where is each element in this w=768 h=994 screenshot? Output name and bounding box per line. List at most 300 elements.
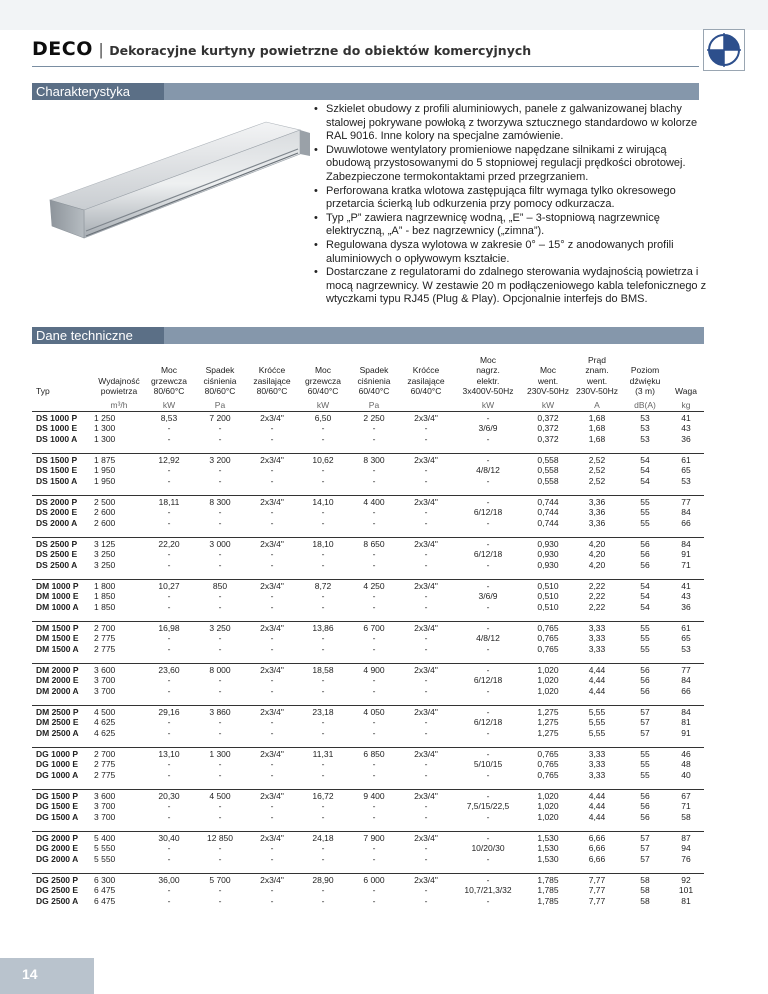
table-cell: 6/12/18: [473, 507, 503, 518]
table-cell: 3 250: [94, 549, 116, 560]
table-cell: 61: [668, 621, 704, 633]
table-cell: -: [167, 643, 171, 654]
table-cell: 10,62: [298, 453, 348, 465]
table-cell: -: [218, 759, 222, 770]
table-cell: 4,20: [588, 549, 606, 560]
model-name-cell: DM 2000 P: [32, 663, 94, 675]
table-cell: -: [167, 633, 171, 644]
table-cell: -: [424, 811, 428, 822]
table-cell: -: [486, 517, 490, 528]
table-cell: 12,92: [144, 453, 194, 465]
table-cell: -: [424, 717, 428, 728]
unit-cell: A: [594, 400, 600, 411]
table-cell: 23,60: [144, 663, 194, 675]
unit-cell: [32, 398, 94, 411]
table-cell: -: [486, 811, 490, 822]
table-cell: 1,785: [524, 873, 572, 885]
table-cell: 0,765: [537, 643, 559, 654]
table-cell: 11,31: [298, 747, 348, 759]
table-cell: -: [486, 559, 490, 570]
table-cell: 7 900: [348, 831, 400, 843]
table-cell: -: [372, 465, 376, 476]
table-row: [32, 549, 704, 560]
table-cell: 71: [681, 559, 691, 570]
table-row: [32, 434, 704, 445]
model-group: [32, 621, 704, 663]
table-cell: 55: [622, 747, 668, 759]
table-cell: -: [321, 433, 325, 444]
table-cell: 3 700: [94, 801, 116, 812]
model-name-cell: DM 1000 P: [32, 579, 94, 591]
table-cell: -: [321, 685, 325, 696]
table-cell: 4,20: [588, 559, 606, 570]
table-cell: 2,22: [588, 601, 606, 612]
spacer-cell: [32, 570, 704, 579]
table-row: [32, 770, 704, 781]
page-number-tab: [0, 958, 94, 994]
model-name-cell: DM 2500 A: [36, 727, 79, 738]
spacer-cell: [32, 696, 704, 705]
table-cell: 2,52: [588, 465, 606, 476]
table-row: [32, 812, 704, 823]
table-cell: -: [167, 843, 171, 854]
header-rule: [32, 66, 699, 67]
table-cell: -: [424, 633, 428, 644]
table-cell: 3,36: [588, 517, 606, 528]
table-cell: 20,30: [144, 789, 194, 801]
model-name-cell: DS 1500 P: [32, 453, 94, 465]
table-cell: 5/10/15: [473, 759, 503, 770]
table-cell: 2x3/4": [400, 453, 452, 465]
table-row: [32, 453, 704, 465]
table-cell: 2x3/4": [246, 705, 298, 717]
table-cell: 6,50: [298, 411, 348, 423]
table-cell: -: [424, 685, 428, 696]
table-cell: -: [372, 559, 376, 570]
spacer-cell: [32, 612, 704, 621]
table-cell: -: [270, 843, 274, 854]
table-row: [32, 633, 704, 644]
table-cell: -: [424, 517, 428, 528]
table-cell: 10,7/21,3/32: [464, 885, 512, 896]
table-cell: -: [321, 769, 325, 780]
table-row: [32, 675, 704, 686]
table-cell: 6,66: [588, 853, 606, 864]
table-cell: 1,530: [537, 843, 559, 854]
table-cell: 1,275: [537, 727, 559, 738]
table-cell: -: [270, 433, 274, 444]
list-item: • Szkielet obudowy z profili aluminiowych, panele z galwanizowanej blachy stalowej pokrywane powłoką z tworzywa sztucznego standardowo w kolorze RAL 9016. Inne kolory na specjalne zamówienie.: [312, 103, 712, 144]
table-cell: -: [218, 895, 222, 906]
table-cell: 4 050: [348, 705, 400, 717]
table-cell: 3 200: [194, 453, 246, 465]
table-cell: 3/6/9: [478, 591, 498, 602]
column-header: Prąd znam. went. 230V-50Hz: [575, 355, 619, 396]
table-cell: 43: [681, 591, 691, 602]
model-name-cell: DG 1000 P: [32, 747, 94, 759]
model-name-cell: DG 2500 E: [36, 885, 79, 896]
table-cell: -: [270, 717, 274, 728]
table-cell: -: [452, 453, 524, 465]
table-cell: 56: [640, 685, 650, 696]
table-cell: 56: [640, 559, 650, 570]
table-cell: 0,744: [524, 495, 572, 507]
table-cell: 8,53: [144, 411, 194, 423]
table-cell: -: [372, 549, 376, 560]
spacer-cell: [32, 738, 704, 747]
table-cell: 81: [681, 717, 691, 728]
table-cell: -: [218, 801, 222, 812]
section-title-characteristics: Charakterystyka: [32, 83, 164, 100]
table-cell: -: [218, 843, 222, 854]
table-cell: 0,930: [524, 537, 572, 549]
table-cell: 8,72: [298, 579, 348, 591]
table-cell: -: [452, 705, 524, 717]
model-name-cell: DG 2000 A: [36, 853, 79, 864]
table-cell: 5 550: [94, 853, 116, 864]
table-cell: 2x3/4": [400, 411, 452, 423]
table-cell: 66: [681, 517, 691, 528]
table-cell: -: [321, 801, 325, 812]
table-cell: 3 600: [94, 663, 144, 675]
table-cell: 0,510: [524, 579, 572, 591]
column-header: Moc grzewcza 60/40°C: [305, 365, 341, 396]
table-cell: 4,44: [588, 675, 606, 686]
table-row: [32, 591, 704, 602]
table-cell: 2x3/4": [246, 831, 298, 843]
table-cell: 4 900: [348, 663, 400, 675]
model-name-cell: DS 2500 P: [32, 537, 94, 549]
table-cell: 9 400: [348, 789, 400, 801]
table-cell: 4 625: [94, 727, 116, 738]
table-cell: 0,510: [537, 591, 559, 602]
table-cell: 1 300: [194, 747, 246, 759]
table-cell: -: [372, 727, 376, 738]
spacer-cell: [32, 486, 704, 495]
spacer-cell: [32, 864, 704, 873]
table-cell: -: [486, 643, 490, 654]
table-cell: 2x3/4": [400, 537, 452, 549]
table-cell: -: [270, 759, 274, 770]
table-cell: 4,44: [572, 789, 622, 801]
table-cell: 2 500: [94, 495, 144, 507]
table-cell: -: [270, 811, 274, 822]
table-cell: -: [167, 853, 171, 864]
table-cell: 36,00: [144, 873, 194, 885]
table-cell: 3,33: [588, 759, 606, 770]
table-cell: 6/12/18: [473, 549, 503, 560]
table-cell: 4 625: [94, 717, 116, 728]
table-cell: 71: [681, 801, 691, 812]
table-cell: 4,20: [572, 537, 622, 549]
section-bar-technical: [32, 327, 704, 344]
table-cell: -: [424, 549, 428, 560]
table-row: [32, 644, 704, 655]
table-cell: -: [486, 475, 490, 486]
group-spacer: [32, 486, 704, 495]
table-cell: 77: [668, 663, 704, 675]
table-cell: 66: [681, 685, 691, 696]
column-header: Spadek ciśnienia 80/60°C: [203, 365, 237, 396]
table-cell: 14,10: [298, 495, 348, 507]
table-row: [32, 602, 704, 613]
table-cell: 2x3/4": [246, 579, 298, 591]
model-group: [32, 411, 704, 453]
table-cell: -: [424, 853, 428, 864]
table-row: [32, 579, 704, 591]
table-cell: -: [218, 885, 222, 896]
table-cell: 56: [640, 549, 650, 560]
table-cell: 57: [640, 853, 650, 864]
table-cell: -: [270, 633, 274, 644]
page-header: [32, 38, 531, 64]
table-cell: -: [486, 685, 490, 696]
table-cell: 1,020: [537, 811, 559, 822]
table-cell: -: [218, 601, 222, 612]
table-cell: 1 800: [94, 579, 144, 591]
table-cell: 0,372: [524, 411, 572, 423]
table-cell: -: [218, 685, 222, 696]
table-cell: 8 300: [194, 495, 246, 507]
table-cell: 2x3/4": [400, 663, 452, 675]
table-row: [32, 705, 704, 717]
list-item: • Dostarczane z regulatorami do zdalnego sterowania wydajnością powietrza i mocą nagrzewnicy. W zestawie 20 m podłączeniowego kabla telefonicznego z wtyczkami typu RJ45 (Plug & Play). Opcjonalnie interfejs do BMS.: [312, 266, 712, 307]
table-cell: -: [424, 591, 428, 602]
table-cell: -: [218, 475, 222, 486]
table-cell: -: [424, 465, 428, 476]
table-cell: 56: [622, 789, 668, 801]
table-cell: 6 300: [94, 873, 144, 885]
page-subtitle: Dekoracyjne kurtyny powietrzne do obiektów komercyjnych: [109, 43, 532, 58]
table-cell: 2x3/4": [400, 621, 452, 633]
table-cell: 2x3/4": [246, 411, 298, 423]
table-cell: 2,52: [588, 475, 606, 486]
table-cell: -: [486, 433, 490, 444]
table-cell: 2 775: [94, 769, 116, 780]
table-cell: -: [424, 885, 428, 896]
table-row: [32, 843, 704, 854]
table-cell: -: [167, 465, 171, 476]
table-cell: -: [167, 769, 171, 780]
table-cell: -: [424, 675, 428, 686]
table-cell: 4,44: [588, 811, 606, 822]
table-cell: -: [270, 507, 274, 518]
table-cell: -: [372, 507, 376, 518]
table-cell: 4/8/12: [476, 633, 500, 644]
table-cell: -: [270, 559, 274, 570]
table-cell: 1,785: [537, 885, 559, 896]
table-cell: 58: [622, 873, 668, 885]
column-header: Wydajność powietrza: [98, 375, 140, 396]
table-cell: 1,020: [537, 801, 559, 812]
table-cell: -: [167, 759, 171, 770]
company-logo-icon: [703, 29, 745, 71]
air-curtain-product-image: [48, 120, 316, 250]
model-name-cell: DS 2000 P: [32, 495, 94, 507]
table-cell: 4/8/12: [476, 465, 500, 476]
model-name-cell: DM 1000 A: [36, 601, 79, 612]
table-cell: 92: [668, 873, 704, 885]
table-cell: -: [321, 885, 325, 896]
table-cell: 22,20: [144, 537, 194, 549]
unit-cell: Pa: [368, 400, 380, 411]
section-bar-characteristics: [32, 83, 699, 100]
table-cell: 5 550: [94, 843, 116, 854]
table-cell: 65: [681, 633, 691, 644]
table-cell: 2x3/4": [400, 579, 452, 591]
table-cell: -: [424, 895, 428, 906]
table-cell: -: [486, 853, 490, 864]
unit-cell: m³/h: [110, 400, 128, 411]
table-cell: -: [321, 601, 325, 612]
table-cell: 0,558: [524, 453, 572, 465]
model-name-cell: DS 1500 A: [36, 475, 78, 486]
table-cell: 5 400: [94, 831, 144, 843]
table-row: [32, 896, 704, 907]
table-cell: 3 600: [94, 789, 144, 801]
table-cell: 2x3/4": [400, 495, 452, 507]
table-cell: 10,27: [144, 579, 194, 591]
table-row: [32, 686, 704, 697]
list-item: • Dwuwlotowe wentylatory promieniowe napędzane silnikami z wirującą obudową przystosowanymi do 5 stopniowej regulacji prędkości obrotowej. Zabezpieczone termokontaktami przed przegrzaniem.: [312, 144, 712, 185]
model-name-cell: DG 2000 E: [36, 843, 79, 854]
table-cell: 94: [681, 843, 691, 854]
unit-cell: kW: [481, 400, 495, 411]
table-cell: 3,33: [572, 621, 622, 633]
table-cell: 28,90: [298, 873, 348, 885]
table-cell: -: [372, 769, 376, 780]
table-cell: 6,66: [588, 843, 606, 854]
group-spacer: [32, 654, 704, 663]
table-cell: 55: [640, 507, 650, 518]
table-cell: -: [218, 423, 222, 434]
model-group: [32, 873, 704, 915]
table-cell: 2x3/4": [246, 453, 298, 465]
list-item: • Perforowana kratka wlotowa zastępująca filtr wymaga tylko okresowego przetarcia ścierką lub odkurzenia przy pomocy odkurzacza.: [312, 185, 712, 212]
table-cell: 2,22: [572, 579, 622, 591]
table-cell: 18,11: [144, 495, 194, 507]
table-cell: 36: [681, 601, 691, 612]
table-cell: 41: [668, 411, 704, 423]
table-cell: 0,744: [537, 517, 559, 528]
table-cell: 91: [681, 727, 691, 738]
table-cell: 30,40: [144, 831, 194, 843]
table-cell: 61: [668, 453, 704, 465]
table-cell: 3 125: [94, 537, 144, 549]
column-header: Waga: [675, 385, 697, 396]
table-cell: 7 200: [194, 411, 246, 423]
table-cell: 53: [622, 411, 668, 423]
unit-cell: kW: [541, 400, 555, 411]
table-header: [32, 355, 704, 411]
table-cell: 84: [681, 675, 691, 686]
table-cell: 53: [640, 423, 650, 434]
table-cell: 1 875: [94, 453, 144, 465]
table-cell: 2 600: [94, 507, 116, 518]
table-cell: -: [424, 769, 428, 780]
table-cell: 2 700: [94, 621, 144, 633]
table-cell: -: [424, 759, 428, 770]
table-cell: 1,530: [537, 853, 559, 864]
table-cell: 1 850: [94, 601, 116, 612]
table-cell: -: [372, 885, 376, 896]
table-cell: 2x3/4": [246, 663, 298, 675]
table-cell: 57: [622, 831, 668, 843]
table-cell: -: [218, 853, 222, 864]
table-cell: 10/20/30: [471, 843, 505, 854]
table-cell: 12 850: [194, 831, 246, 843]
table-cell: -: [218, 675, 222, 686]
table-cell: -: [218, 549, 222, 560]
model-name-cell: DG 2500 A: [36, 895, 79, 906]
table-row: [32, 476, 704, 487]
spacer-cell: [32, 654, 704, 663]
model-name-cell: DM 1500 E: [36, 633, 79, 644]
table-cell: 3 250: [94, 559, 116, 570]
group-spacer: [32, 528, 704, 537]
table-cell: -: [486, 895, 490, 906]
list-item: • Regulowana dysza wylotowa w zakresie 0° – 15° z anodowanych profili aluminiowych o opływowym kształcie.: [312, 239, 712, 266]
table-cell: 65: [681, 465, 691, 476]
table-cell: -: [167, 559, 171, 570]
table-cell: -: [167, 433, 171, 444]
table-row: [32, 560, 704, 571]
page-number: 14: [22, 966, 38, 982]
table-cell: -: [270, 675, 274, 686]
spacer-cell: [32, 906, 704, 915]
table-cell: 0,558: [537, 475, 559, 486]
table-cell: 0,558: [537, 465, 559, 476]
table-cell: 29,16: [144, 705, 194, 717]
column-header: Typ: [36, 385, 50, 396]
table-cell: 3,33: [572, 747, 622, 759]
table-cell: 56: [640, 811, 650, 822]
table-cell: -: [218, 811, 222, 822]
model-group: [32, 705, 704, 747]
table-cell: -: [424, 475, 428, 486]
table-cell: 57: [640, 843, 650, 854]
column-header: Moc grzewcza 80/60°C: [151, 365, 187, 396]
model-group: [32, 663, 704, 705]
table-cell: -: [218, 643, 222, 654]
table-cell: 36: [681, 433, 691, 444]
table-cell: 6/12/18: [473, 675, 503, 686]
table-cell: -: [372, 675, 376, 686]
table-cell: -: [372, 601, 376, 612]
table-cell: -: [270, 423, 274, 434]
brand-title: DECO: [32, 38, 93, 60]
table-cell: -: [218, 517, 222, 528]
table-cell: 1,020: [537, 685, 559, 696]
table-cell: -: [372, 643, 376, 654]
table-cell: -: [167, 727, 171, 738]
table-cell: 1,020: [524, 663, 572, 675]
table-cell: 0,765: [537, 769, 559, 780]
table-cell: 2x3/4": [246, 789, 298, 801]
table-cell: 0,372: [537, 433, 559, 444]
unit-cell: kW: [316, 400, 330, 411]
spacer-cell: [32, 780, 704, 789]
table-cell: -: [270, 801, 274, 812]
unit-cell: kW: [162, 400, 176, 411]
table-cell: 0,930: [537, 549, 559, 560]
table-cell: -: [372, 591, 376, 602]
table-units-row: [32, 398, 704, 411]
column-header: Poziom dźwięku (3 m): [629, 365, 661, 396]
column-header: Spadek ciśnienia 60/40°C: [357, 365, 391, 396]
table-cell: 7,77: [588, 895, 606, 906]
model-name-cell: DG 1500 A: [36, 811, 79, 822]
